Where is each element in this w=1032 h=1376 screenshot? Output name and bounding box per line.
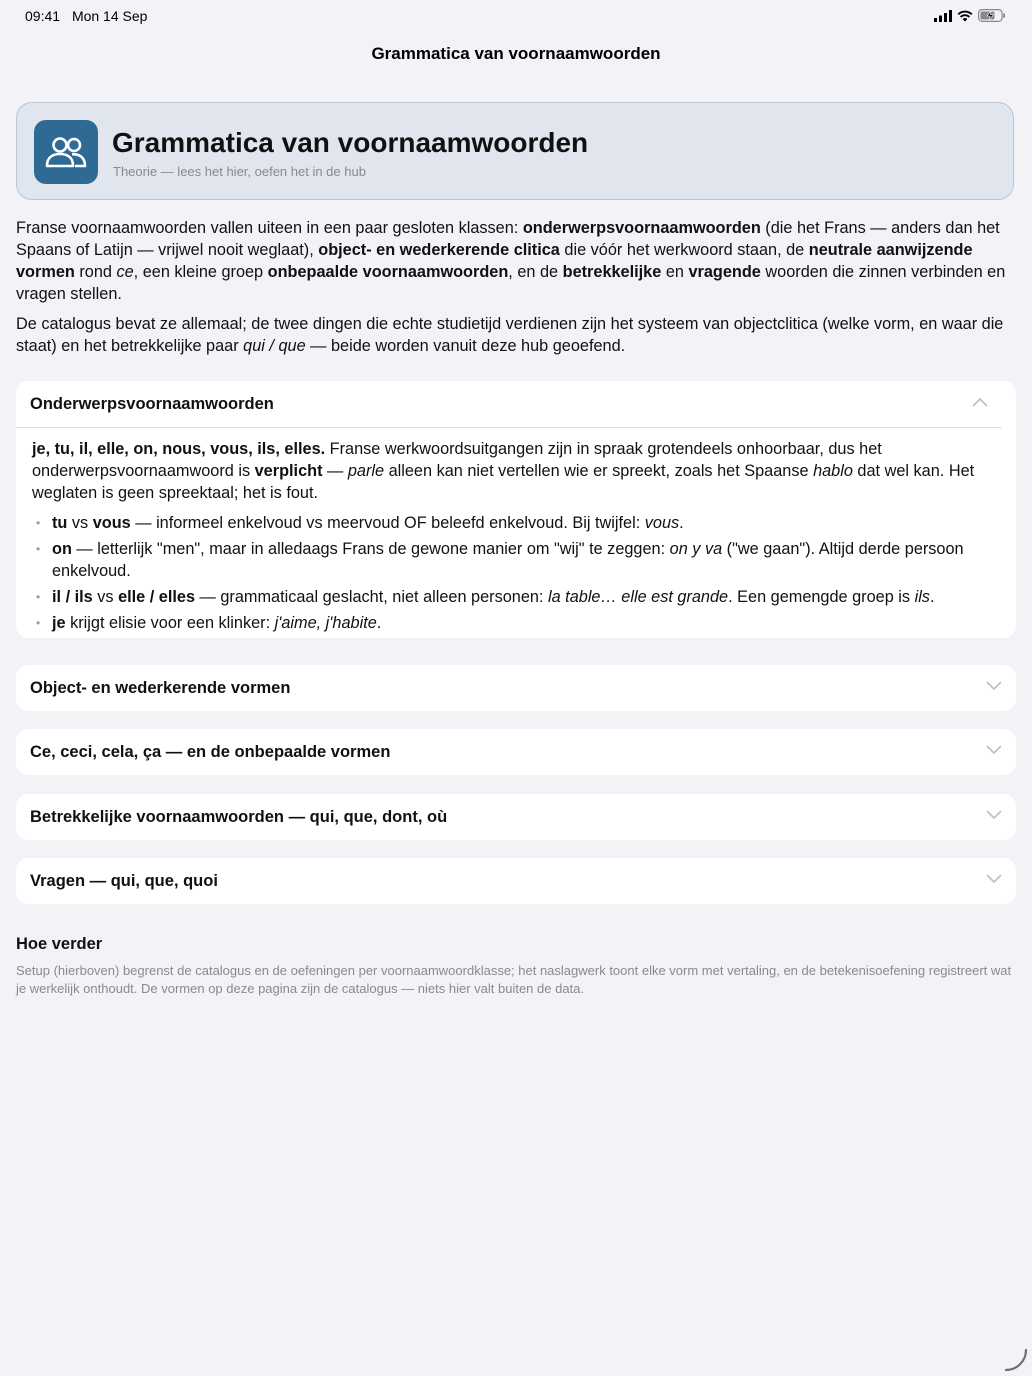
- text-run: (die het Frans — anders dan het Spaans of Latijn — vrijwel nooit weglaat),: [16, 219, 1000, 259]
- text-run: en: [661, 263, 689, 281]
- text-run: krijgt elisie voor een klinker:: [65, 614, 275, 632]
- section-header[interactable]: [16, 729, 1016, 775]
- section-interrogative-pronouns[interactable]: [16, 858, 1016, 904]
- section-subject-pronouns: [16, 381, 1016, 638]
- text-run: .: [929, 588, 935, 606]
- italic-text: hablo: [813, 462, 853, 480]
- footer-title: Hoe verder: [16, 935, 103, 953]
- italic-text: ce: [116, 263, 134, 281]
- italic-text: la table… elle est grande: [547, 588, 729, 606]
- bold-text: betrekkelijke: [562, 263, 662, 281]
- italic-text: vous: [644, 514, 680, 532]
- text-run: die vóór het werkwoord staan, de: [559, 241, 809, 259]
- nav-title: Grammatica van voornaamwoorden: [371, 44, 661, 63]
- intro-text: [16, 217, 1016, 365]
- status-bar: [0, 0, 1032, 34]
- chevron-up-icon[interactable]: [972, 397, 988, 407]
- section-demonstrative-pronouns[interactable]: [16, 729, 1016, 775]
- chevron-down-icon[interactable]: [986, 874, 1002, 884]
- intro-paragraph-1: [16, 217, 1016, 305]
- text-run: Franse voornaamwoorden vallen uiteen in een paar gesloten klassen:: [16, 219, 523, 237]
- bold-text: onderwerpsvoornaamwoorden: [522, 219, 761, 237]
- text-run: — grammaticaal geslacht, niet alleen personen:: [195, 588, 548, 606]
- text-run: .: [376, 614, 382, 632]
- bold-text: elle / elles: [118, 588, 196, 606]
- text-run: rond: [74, 263, 117, 281]
- text-run: woorden die zinnen verbinden en vragen stellen.: [16, 263, 1006, 303]
- corner-grabber-icon[interactable]: [1004, 1348, 1028, 1372]
- bold-text: neutrale aanwijzende vormen: [16, 241, 973, 281]
- text-run: vs: [92, 588, 119, 606]
- text-run: De catalogus bevat ze allemaal; de twee dingen die echte studietijd verdienen zijn het systeem van objectclitica (welke vorm, en waar die staat) en het betrekkelijke paar: [16, 315, 1004, 355]
- text-run: , een kleine groep: [133, 263, 268, 281]
- section-object-pronouns[interactable]: [16, 665, 1016, 711]
- footer-text: Setup (hierboven) begrenst de catalogus en de oefeningen per voornaamwoordklasse; het naslagwerk toont elke vorm met vertaling, en de betekenisoefening registreert wat je werkelijk onthoudt. De vormen op deze pagina zijn de catalogus — niets hier valt buiten de data.: [16, 963, 1012, 996]
- bold-text: il / ils: [52, 588, 93, 606]
- wifi-icon: [957, 10, 973, 22]
- italic-text: qui / que: [243, 337, 306, 355]
- italic-text: parle: [347, 462, 385, 480]
- chevron-down-icon[interactable]: [986, 810, 1002, 820]
- bold-text: on: [52, 540, 72, 558]
- hero-icon-tile: [34, 120, 98, 184]
- status-time: 09:41: [25, 8, 61, 24]
- section-title: Ce, ceci, cela, ça — en de onbepaalde vormen: [30, 742, 391, 761]
- list-item: [32, 612, 1002, 634]
- bold-text: verplicht: [254, 462, 323, 480]
- bold-text: vous: [92, 514, 131, 532]
- hero-subtitle: Theorie — lees het hier, oefen het in de hub: [113, 164, 366, 179]
- hero-card: [16, 102, 1014, 200]
- section-header[interactable]: [16, 858, 1016, 904]
- chevron-down-icon[interactable]: [986, 745, 1002, 755]
- people-icon: [44, 135, 88, 169]
- text-run: —: [322, 462, 348, 480]
- cellular-signal-icon: [934, 10, 952, 22]
- bold-text: vragende: [688, 263, 761, 281]
- list-item: [32, 512, 1002, 534]
- section-title: Vragen — qui, que, quoi: [30, 871, 218, 890]
- section-title: Object- en wederkerende vormen: [30, 678, 291, 697]
- text-run: . Een gemengde groep is: [728, 588, 915, 606]
- list-item: [32, 586, 1002, 608]
- battery-charging-icon: [978, 9, 1006, 22]
- text-run: Franse werkwoordsuitgangen zijn in spraak grotendeels onhoorbaar, dus het onderwerpsvoornaamwoord is: [32, 440, 882, 480]
- italic-text: on y va: [669, 540, 723, 558]
- bold-text: je, tu, il, elle, on, nous, vous, ils, elles.: [32, 440, 326, 458]
- status-date: Mon 14 Sep: [71, 8, 148, 24]
- section-header[interactable]: [16, 665, 1016, 711]
- section-bullet-list: [32, 512, 1002, 634]
- bold-text: tu: [52, 514, 68, 532]
- section-relative-pronouns[interactable]: [16, 794, 1016, 840]
- bold-text: je: [52, 614, 66, 632]
- section-body-paragraph: [32, 438, 1002, 504]
- intro-paragraph-2: [16, 313, 1016, 357]
- text-run: dat wel kan. Het weglaten is geen spreektaal; het is fout.: [32, 462, 975, 502]
- text-run: — beide worden vanuit deze hub geoefend.: [305, 337, 626, 355]
- hero-title: Grammatica van voornaamwoorden: [112, 127, 589, 158]
- text-run: alleen kan niet vertellen wie er spreekt, zoals het Spaanse: [384, 462, 814, 480]
- chevron-down-icon[interactable]: [986, 681, 1002, 691]
- italic-text: j'aime, j'habite: [274, 614, 377, 632]
- section-body: [16, 428, 1016, 634]
- section-header[interactable]: [16, 794, 1016, 840]
- text-run: vs: [67, 514, 93, 532]
- text-run: — letterlijk "men", maar in alledaags Frans de gewone manier om "wij" te zeggen:: [71, 540, 670, 558]
- italic-text: ils: [914, 588, 930, 606]
- section-title: Onderwerpsvoornaamwoorden: [30, 394, 274, 413]
- bold-text: onbepaalde voornaamwoorden: [267, 263, 509, 281]
- bold-text: object- en wederkerende clitica: [318, 241, 560, 259]
- list-item: [32, 538, 1002, 582]
- text-run: .: [679, 514, 684, 532]
- text-run: , en de: [508, 263, 563, 281]
- text-run: ("we gaan"). Altijd derde persoon enkelvoud.: [52, 540, 964, 580]
- section-header[interactable]: [16, 381, 1002, 428]
- text-run: — informeel enkelvoud vs meervoud OF beleefd enkelvoud. Bij twijfel:: [130, 514, 645, 532]
- section-title: Betrekkelijke voornaamwoorden — qui, que, dont, où: [30, 807, 448, 826]
